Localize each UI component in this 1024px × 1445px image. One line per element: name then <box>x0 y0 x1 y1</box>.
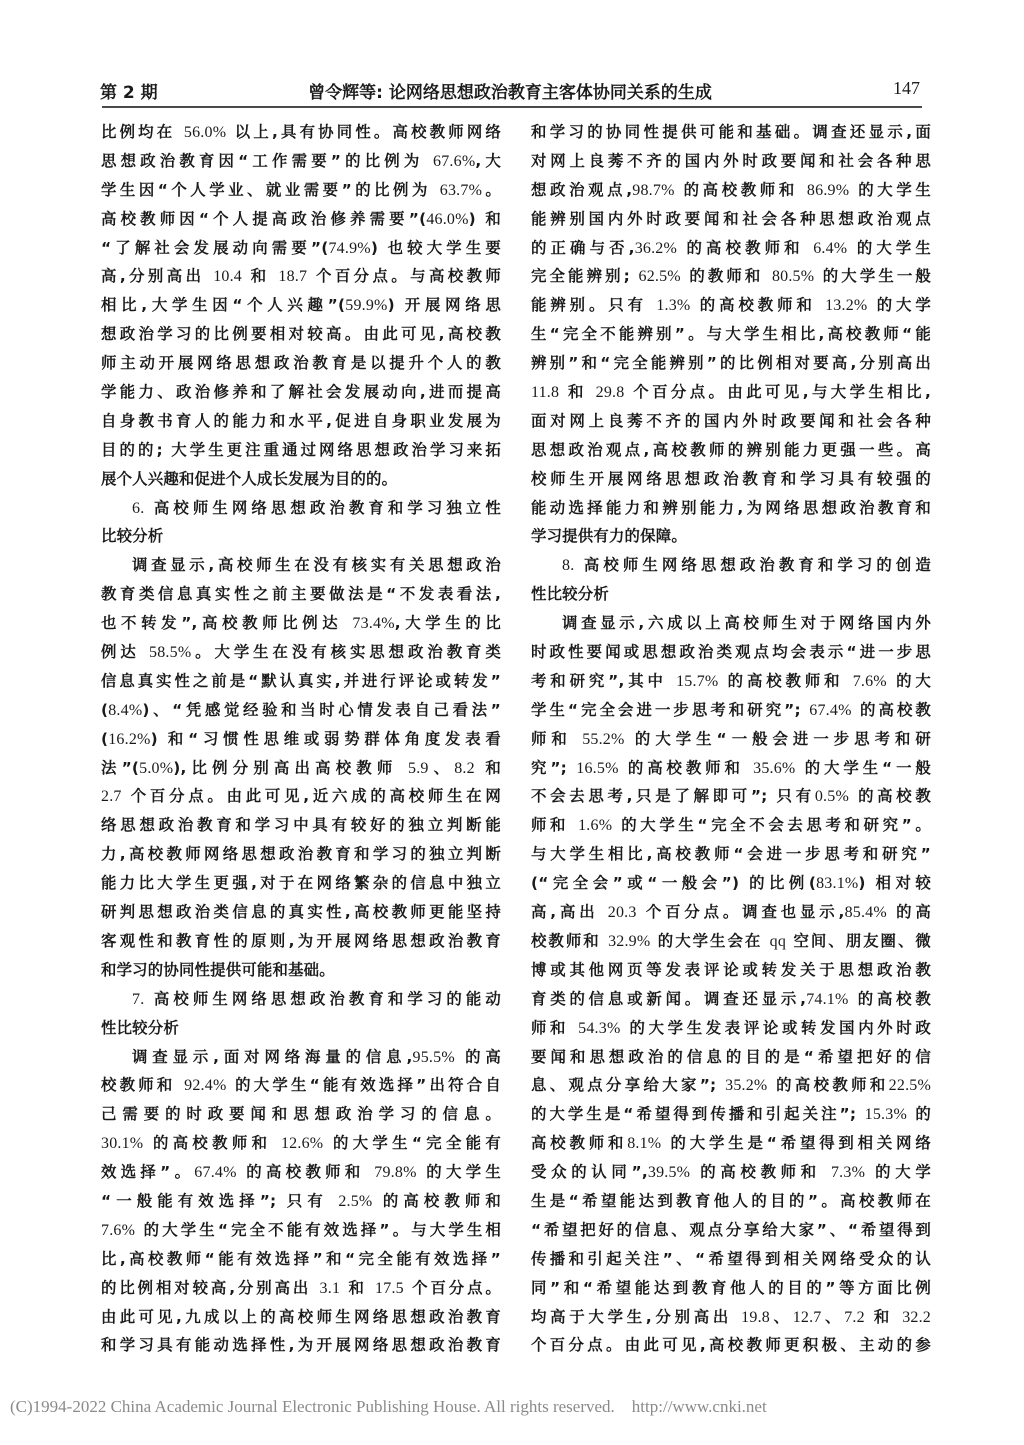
section-heading-line: 性比较分析 <box>101 1018 179 1037</box>
paragraph-line: 生是“希望能达到教育他人的目的”。高校教师在 <box>531 1191 931 1210</box>
paragraph-line: 完全能辨别; 62.5% 的教师和 80.5% 的大学生一般 <box>531 267 931 286</box>
paragraph-line: “一般能有效选择”; 只有 2.5% 的高校教师和 <box>101 1191 501 1210</box>
paragraph-line: (16.2%) 和“习惯性思维或弱势群体角度发表看 <box>101 729 501 748</box>
paragraph-line: 研判思想政治类信息的真实性,高校教师更能坚持 <box>101 903 501 922</box>
paragraph-line: 教育类信息真实性之前主要做法是“不发表看法, <box>101 585 501 604</box>
paragraph-line: 能动选择能力和辨别能力,为网络思想政治教育和 <box>531 498 931 517</box>
paragraph-line: 高校教师和8.1% 的大学生是“希望得到相关网络 <box>531 1134 931 1153</box>
paragraph-line: 的大学生是“希望得到传播和引起关注”; 15.3% 的 <box>531 1105 931 1124</box>
paragraph-line: 学生“完全会进一步思考和研究”; 67.4% 的高校教 <box>531 700 931 719</box>
paragraph-line: 11.8 和 29.8 个百分点。由此可见,与大学生相比, <box>531 383 931 402</box>
paragraph-line: 面对网上良莠不齐的国内外时政要闻和社会各种 <box>531 411 931 430</box>
left-column <box>101 118 501 1360</box>
paragraph-line: 师和 1.6% 的大学生“完全不会去思考和研究”。 <box>531 816 931 835</box>
paragraph-line: 辨别”和“完全能辨别”的比例相对要高,分别高出 <box>531 354 931 373</box>
paragraph-line: 由此可见,九成以上的高校师生网络思想政治教育 <box>101 1307 501 1326</box>
paragraph-line: 7.6% 的大学生“完全不能有效选择”。与大学生相 <box>101 1220 501 1239</box>
section-heading-line: 比较分析 <box>101 527 164 546</box>
paragraph-line: 例达 58.5%。大学生在没有核实思想政治教育类 <box>101 643 501 662</box>
paragraph-line: 校教师和 92.4% 的大学生“能有效选择”出符合自 <box>101 1076 501 1095</box>
paragraph-line: 客观性和教育性的原则,为开展网络思想政治教育 <box>101 931 501 950</box>
paragraph-line: 也不转发”,高校教师比例达 73.4%,大学生的比 <box>101 614 501 633</box>
paragraph-line: 高校教师因“个人提高政治修养需要”(46.0%) 和 <box>101 209 501 228</box>
paragraph-line: 想政治观点,98.7% 的高校教师和 86.9% 的大学生 <box>531 180 931 199</box>
paragraph-line: 不会去思考,只是了解即可”; 只有0.5% 的高校教 <box>531 787 931 806</box>
paragraph-line: 能辨别。只有 1.3% 的高校教师和 13.2% 的大学 <box>531 296 931 315</box>
paragraph-line: 博或其他网页等发表评论或转发关于思想政治教 <box>531 960 931 979</box>
paragraph-line: 己需要的时政要闻和思想政治学习的信息。 <box>101 1105 501 1124</box>
running-header <box>100 78 920 106</box>
paragraph-line: 学能力、政治修养和了解社会发展动向,进而提高 <box>101 383 501 402</box>
paragraph-line: 自身教书育人的能力和水平,促进自身职业发展为 <box>101 411 501 430</box>
paragraph-line: (“完全会”或“一般会”) 的比例(83.1%) 相对较 <box>531 874 931 893</box>
right-column <box>531 118 931 1360</box>
paragraph-line: 生“完全不能辨别”。与大学生相比,高校教师“能 <box>531 325 931 344</box>
paragraph-line: 调查显示,面对网络海量的信息,95.5% 的高 <box>132 1047 501 1066</box>
paragraph-line: 考和研究”,其中 15.7% 的高校教师和 7.6% 的大 <box>531 671 931 690</box>
paragraph-line: 师和 54.3% 的大学生发表评论或转发国内外时政 <box>531 1018 931 1037</box>
header-rule <box>102 106 922 108</box>
paragraph-line: 思想政治教育因“工作需要”的比例为 67.6%,大 <box>101 151 501 170</box>
section-heading-line: 6. 高校师生网络思想政治教育和学习独立性 <box>132 498 501 517</box>
section-heading-line: 性比较分析 <box>531 585 609 604</box>
paragraph-line: 想政治学习的比例要相对较高。由此可见,高校教 <box>101 325 501 344</box>
paragraph-line: 校师生开展网络思想政治教育和学习具有较强的 <box>531 469 931 488</box>
paragraph-line: 高,高出 20.3 个百分点。调查也显示,85.4% 的高 <box>531 903 931 922</box>
paragraph-line: 学习提供有力的保障。 <box>531 527 687 546</box>
paragraph-line: 与大学生相比,高校教师“会进一步思考和研究” <box>531 845 931 864</box>
paragraph-line: 同”和“希望能达到教育他人的目的”等方面比例 <box>531 1278 931 1297</box>
paragraph-line: 30.1% 的高校教师和 12.6% 的大学生“完全能有 <box>101 1134 501 1153</box>
paragraph-line: 的正确与否,36.2% 的高校教师和 6.4% 的大学生 <box>531 238 931 257</box>
paragraph-line: 2.7 个百分点。由此可见,近六成的高校师生在网 <box>101 787 501 806</box>
paragraph-line: 比,高校教师“能有效选择”和“完全能有效选择” <box>101 1249 501 1268</box>
paragraph-line: 时政性要闻或思想政治类观点均会表示“进一步思 <box>531 643 931 662</box>
article-running-title: 曾令辉等: 论网络思想政治教育主客体协同关系的生成 <box>308 83 712 103</box>
paragraph-line: 调查显示,高校师生在没有核实有关思想政治 <box>132 556 501 575</box>
paragraph-line: 的比例相对较高,分别高出 3.1 和 17.5 个百分点。 <box>101 1278 501 1297</box>
paragraph-line: 和学习的协同性提供可能和基础。调查还显示,面 <box>531 123 931 141</box>
paragraph-line: 展个人兴趣和促进个人成长发展为目的的。 <box>101 469 398 488</box>
paragraph-line: 学生因“个人学业、就业需要”的比例为 63.7%。 <box>101 180 501 199</box>
paragraph-line: (8.4%)、“凭感觉经验和当时心情发表自己看法” <box>101 700 501 719</box>
paragraph-line: 效选择”。67.4% 的高校教师和 79.8% 的大学生 <box>101 1163 501 1182</box>
paragraph-line: 育类的信息或新闻。调查还显示,74.1% 的高校教 <box>531 989 931 1008</box>
paragraph-line: 力,高校教师网络思想政治教育和学习的独立判断 <box>101 845 501 864</box>
paragraph-line: 调查显示,六成以上高校师生对于网络国内外 <box>562 614 931 633</box>
paragraph-line: 和学习具有能动选择性,为开展网络思想政治教育 <box>101 1336 501 1355</box>
paragraph-line: 传播和引起关注”、“希望得到相关网络受众的认 <box>531 1249 931 1268</box>
page-number: 147 <box>893 78 920 98</box>
paragraph-line: 校教师和 32.9% 的大学生会在 qq 空间、朋友圈、微 <box>531 931 931 950</box>
paragraph-line: 相比,大学生因“个人兴趣”(59.9%) 开展网络思 <box>101 296 501 315</box>
section-heading-line: 7. 高校师生网络思想政治教育和学习的能动 <box>132 989 501 1008</box>
paragraph-line: 思想政治观点,高校教师的辨别能力更强一些。高 <box>531 440 931 459</box>
paragraph-line: 和学习的协同性提供可能和基础。 <box>101 960 335 979</box>
paragraph-line: 能力比大学生更强,对于在网络繁杂的信息中独立 <box>101 874 501 893</box>
paragraph-line: 师和 55.2% 的大学生“一般会进一步思考和研 <box>531 729 931 748</box>
paragraph-line: 比例均在 56.0% 以上,具有协同性。高校教师网络 <box>101 123 501 141</box>
paragraph-line: 受众的认同”,39.5% 的高校教师和 7.3% 的大学 <box>531 1163 931 1182</box>
section-heading-line: 8. 高校师生网络思想政治教育和学习的创造 <box>562 556 931 575</box>
issue-label: 第 2 期 <box>100 83 158 103</box>
paragraph-line: 高,分别高出 10.4 和 18.7 个百分点。与高校教师 <box>101 267 501 286</box>
paragraph-line: 息、观点分享给大家”; 35.2% 的高校教师和22.5% <box>531 1076 931 1095</box>
paragraph-line: 络思想政治教育和学习中具有较好的独立判断能 <box>101 816 501 835</box>
paragraph-line: 信息真实性之前是“默认真实,并进行评论或转发” <box>101 671 501 690</box>
paragraph-line: “希望把好的信息、观点分享给大家”、“希望得到 <box>531 1220 931 1239</box>
paragraph-line: 究”; 16.5% 的高校教师和 35.6% 的大学生“一般 <box>531 758 931 777</box>
paragraph-line: 对网上良莠不齐的国内外时政要闻和社会各种思 <box>531 151 931 170</box>
paragraph-line: “了解社会发展动向需要”(74.9%) 也较大学生要 <box>101 238 501 257</box>
paragraph-line: 师主动开展网络思想政治教育是以提升个人的教 <box>101 354 501 373</box>
paragraph-line: 均高于大学生,分别高出 19.8、12.7、7.2 和 32.2 <box>531 1307 931 1326</box>
paragraph-line: 能辨别国内外时政要闻和社会各种思想政治观点 <box>531 209 931 228</box>
paragraph-line: 要闻和思想政治的信息的目的是“希望把好的信 <box>531 1047 931 1066</box>
paragraph-line: 个百分点。由此可见,高校教师更积极、主动的参 <box>531 1336 931 1355</box>
paragraph-line: 法”(5.0%),比例分别高出高校教师 5.9、8.2 和 <box>101 758 501 777</box>
paragraph-line: 目的的; 大学生更注重通过网络思想政治学习来拓 <box>101 440 501 459</box>
copyright-footer: (C)1994-2022 China Academic Journal Electronic Publishing House. All rights reserved. http://www.cnki.net <box>10 1397 767 1416</box>
